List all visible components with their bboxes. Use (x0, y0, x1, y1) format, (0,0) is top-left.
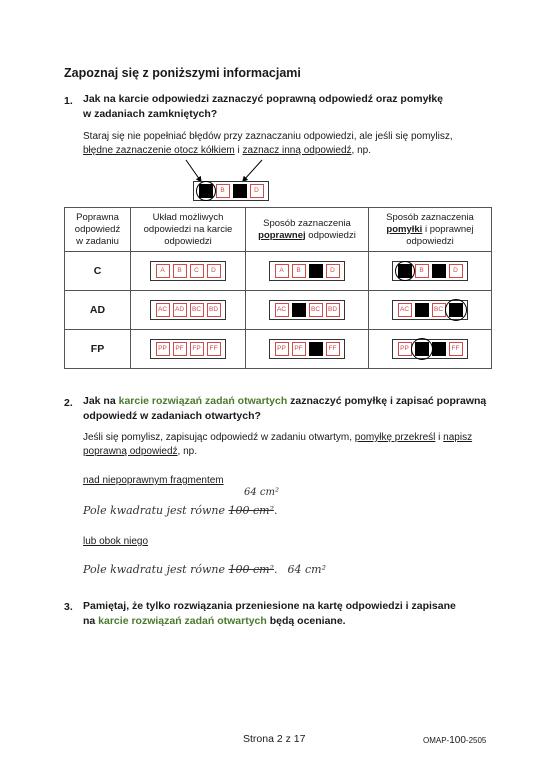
answer-box-circled-filled (199, 184, 213, 198)
item-2-underline-strike: pomyłkę przekreśl (354, 432, 436, 443)
table-row (65, 252, 492, 291)
layout-cell: A B C D (131, 252, 246, 291)
item-1-heading-line2: w zadaniach zamkniętych? (83, 108, 218, 120)
correct-cell: PP PF FF (246, 330, 369, 369)
answer-box: D (250, 184, 264, 198)
mistake-cell: PP FF (369, 330, 492, 369)
correct-cell: A B D (246, 252, 369, 291)
green-highlight: karcie rozwiązań zadań otwartych (118, 395, 288, 407)
item-1-body-line1: Staraj się nie popełniać błędów przy zaznaczaniu odpowiedzi, ale jeśli się pomylisz, (83, 131, 453, 142)
item-2-number: 2. (64, 397, 73, 409)
item-1-body-line2: błędne zaznaczenie otocz kółkiem i zaznacz inną odpowiedź, np. (83, 145, 371, 156)
row-label: C (65, 252, 131, 291)
correct-cell: AC BC BD (246, 291, 369, 330)
handwritten-correction-above: 64 cm² (244, 487, 279, 498)
item-3-text: Pamiętaj, że tylko rozwiązania przeniesione na kartę odpowiedzi i zapisane na karcie rozwiązań zadań otwartych będą oceniane. (83, 600, 456, 627)
item-1-underline-mark: zaznacz inną odpowiedź (242, 145, 352, 156)
row-label: AD (65, 291, 131, 330)
table-row (65, 330, 492, 369)
header-correct-marking: Sposób zaznaczenia poprawnej odpowiedzi (246, 208, 369, 252)
item-3-number: 3. (64, 601, 73, 613)
handwritten-struck-line-2: Pole kwadratu jest równe 100 cm². 64 cm² (83, 563, 326, 576)
handwritten-correction-inline: 64 cm² (287, 563, 326, 576)
arrow-right (244, 160, 262, 180)
page-title: Zapoznaj się z poniższymi informacjami (64, 66, 301, 80)
item-1-number: 1. (64, 95, 73, 107)
header-correct-answer: Poprawna odpowiedź w zadaniu (65, 208, 131, 252)
layout-cell: AC AD BC BD (131, 291, 246, 330)
mistake-cell: B D (369, 252, 492, 291)
table-row (65, 291, 492, 330)
handwritten-struck-line-1: Pole kwadratu jest równe 100 cm². (83, 504, 278, 517)
item-1-heading-line1: Jak na karcie odpowiedzi zaznaczyć poprawną odpowiedź oraz pomyłkę (83, 93, 444, 105)
example-label-above: nad niepoprawnym fragmentem (83, 475, 224, 486)
answer-box: B (216, 184, 230, 198)
item-1-body (83, 130, 493, 158)
green-highlight: karcie rozwiązań zadań otwartych (98, 615, 267, 627)
table-header-row (65, 208, 492, 252)
header-mistake-marking: Sposób zaznaczenia pomyłki i poprawnej odpowiedzi (369, 208, 492, 252)
item-1-underline-circle: błędne zaznaczenie otocz kółkiem (83, 145, 235, 156)
layout-cell: PP PF FP FF (131, 330, 246, 369)
item-2-underline-write: poprawną odpowiedź (83, 446, 178, 457)
header-layout: Układ możliwych odpowiedzi na karcie odpowiedzi (131, 208, 246, 252)
item-2-heading: Jak na karcie rozwiązań zadań otwartych zaznaczyć pomyłkę i zapisać poprawną odpowiedź w zadaniach otwartych? (83, 395, 487, 422)
mistake-cell: AC BC (369, 291, 492, 330)
document-code: OMAP-100-2505 (423, 735, 487, 746)
arrow-left (186, 160, 200, 180)
example-label-beside: lub obok niego (83, 536, 149, 547)
example-answer-boxes (193, 181, 269, 201)
item-2-body: Jeśli się pomylisz, zapisując odpowiedź w zadaniu otwartym, pomyłkę przekreśl i napisz poprawną odpowiedź, np. (83, 432, 473, 457)
answer-box-filled (233, 184, 247, 198)
marking-methods-table (64, 207, 492, 369)
row-label: FP (65, 330, 131, 369)
page-number: Strona 2 z 17 (243, 733, 306, 745)
item-1-heading (83, 92, 443, 122)
